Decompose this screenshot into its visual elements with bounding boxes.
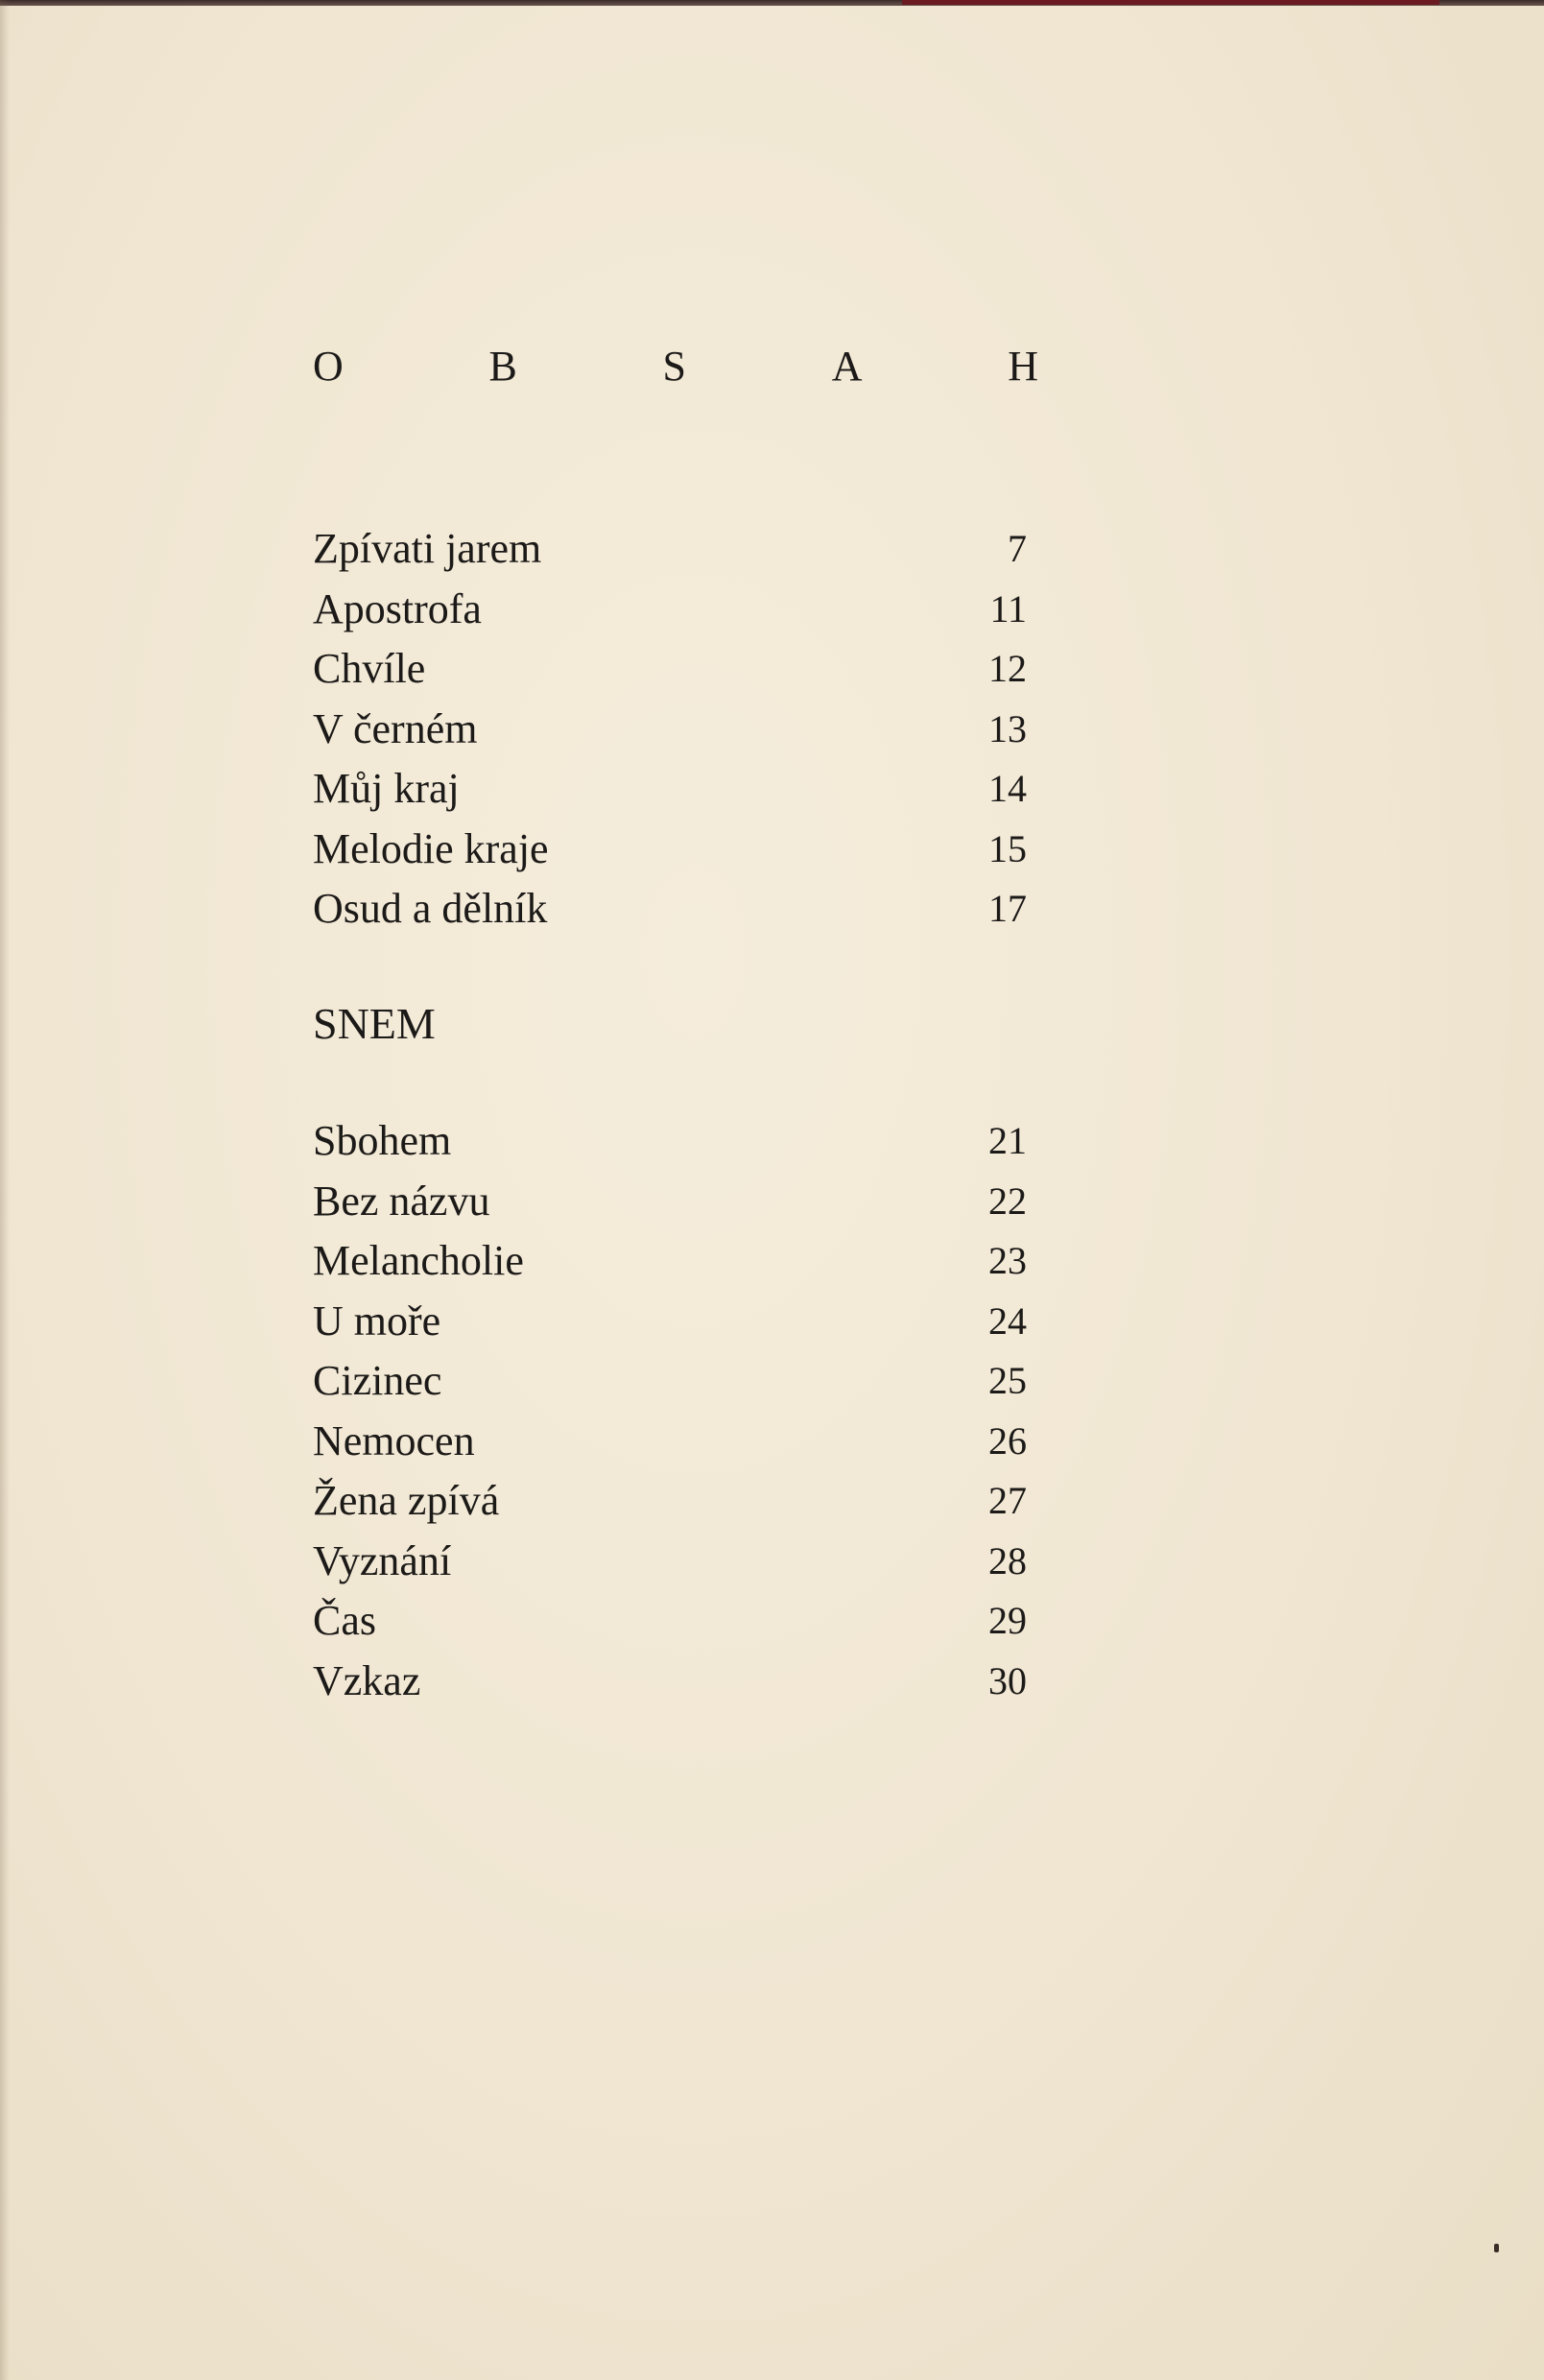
toc-entry[interactable]	[313, 580, 1027, 640]
heading-letter: O	[313, 343, 344, 390]
heading-letter: S	[662, 343, 687, 390]
toc-entry-title: Apostrofa	[313, 584, 482, 632]
toc-entry-page: 26	[988, 1418, 1027, 1463]
contents-heading	[313, 338, 1038, 395]
toc-entry-page: 23	[988, 1239, 1027, 1282]
toc-entry-page: 24	[988, 1298, 1027, 1343]
toc-entry[interactable]	[313, 759, 1027, 820]
toc-entry-title: Cizinec	[313, 1357, 442, 1404]
toc-entry[interactable]	[313, 639, 1027, 700]
toc-entry[interactable]	[313, 1292, 1027, 1352]
toc-entry-title: Bez názvu	[313, 1177, 490, 1225]
heading-letter: H	[1008, 343, 1038, 390]
toc-entry-title: Nemocen	[313, 1416, 475, 1464]
toc-entry[interactable]	[313, 700, 1027, 760]
toc-entry[interactable]	[313, 1111, 1027, 1172]
heading-letter: B	[488, 343, 517, 390]
section-title: SNEM	[313, 999, 436, 1048]
toc-entry-page: 15	[988, 826, 1027, 870]
toc-entry[interactable]	[313, 820, 1027, 880]
toc-entry[interactable]	[313, 1412, 1027, 1472]
toc-entry-title: Žena zpívá	[313, 1477, 500, 1524]
toc-entry-page: 7	[1008, 527, 1027, 570]
toc-entry-title: V černém	[313, 704, 478, 752]
toc-entry[interactable]	[313, 879, 1027, 940]
toc-entry[interactable]	[313, 1591, 1027, 1652]
toc-entry-title: Melodie kraje	[313, 824, 549, 872]
toc-entry-title: Čas	[313, 1597, 376, 1644]
page-gutter-shadow	[0, 0, 10, 2380]
toc-entry-page: 27	[988, 1479, 1027, 1522]
toc-entry-page: 13	[988, 706, 1027, 750]
toc-entry[interactable]	[313, 1351, 1027, 1412]
toc-entry[interactable]	[313, 1532, 1027, 1592]
toc-entry-page: 14	[988, 767, 1027, 810]
toc-entry-page: 21	[988, 1119, 1027, 1162]
toc-entry-title: Osud a dělník	[313, 885, 548, 932]
toc-group-1	[313, 519, 1027, 940]
toc-entry-title: Sbohem	[313, 1117, 452, 1164]
toc-entry-page: 12	[988, 647, 1027, 690]
toc-entry[interactable]	[313, 519, 1027, 580]
toc-entry-page: 25	[988, 1359, 1027, 1402]
toc-entry[interactable]	[313, 1172, 1027, 1232]
toc-entry-title: Chvíle	[313, 645, 426, 692]
toc-group-2	[313, 1111, 1027, 1711]
toc-entry-page: 30	[988, 1658, 1027, 1702]
toc-entry-title: Můj kraj	[313, 765, 460, 812]
heading-letter: A	[831, 343, 863, 390]
ink-speck	[1494, 2244, 1499, 2252]
toc-entry-title: Melancholie	[313, 1237, 524, 1284]
cover-edge	[902, 0, 1439, 5]
toc-entry-title: Zpívati jarem	[313, 525, 542, 572]
toc-entry-page: 11	[989, 586, 1027, 631]
toc-entry-page: 29	[988, 1599, 1027, 1642]
toc-entry[interactable]	[313, 1652, 1027, 1712]
toc-entry-title: Vzkaz	[313, 1656, 421, 1704]
toc-entry-title: U moře	[313, 1297, 441, 1345]
toc-entry-title: Vyznání	[313, 1536, 452, 1584]
toc-entry-page: 17	[988, 887, 1027, 930]
toc-entry[interactable]	[313, 1231, 1027, 1292]
toc-entry-page: 22	[988, 1178, 1027, 1223]
toc-entry[interactable]	[313, 1471, 1027, 1532]
toc-entry-page: 28	[988, 1538, 1027, 1583]
